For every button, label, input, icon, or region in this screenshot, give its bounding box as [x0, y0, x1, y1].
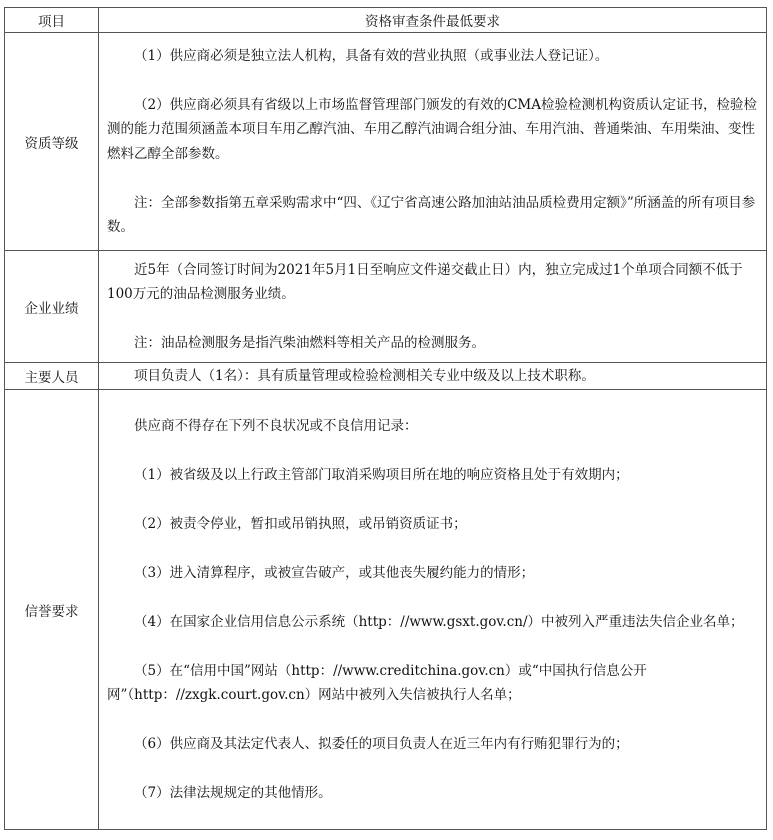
performance-p2: 注：油品检测服务是指汽柴油燃料等相关产品的检测服务。	[134, 335, 485, 351]
credit-item-2: （2）被责令停业，暂扣或吊销执照，或吊销资质证书；	[134, 515, 467, 532]
qualification-p3: 注：全部参数指第五章采购需求中“四、《辽宁省高速公路加油站油品质检费用定额》”所涵盖的所有项目参数。	[107, 194, 756, 235]
row-label-credit: 信誉要求	[5, 390, 99, 830]
row-label-personnel: 主要人员	[5, 363, 99, 390]
table-row	[5, 33, 767, 251]
credit-item-4: （4）在国家企业信用信息公示系统（http：//www.gsxt.gov.cn/）中被列入严重违法失信企业名单；	[134, 613, 744, 630]
credit-intro: 供应商不得存在下列不良状况或不良信用记录：	[134, 417, 418, 434]
credit-item-5: （5）在“信用中国”网站（http：//www.creditchina.gov.cn）或“中国执行信息公开网”（http：//zxgk.court.gov.cn）网站中被列入失信被执行人名单；	[107, 662, 647, 703]
row-content-personnel	[99, 363, 767, 390]
qualification-p2: （2）供应商必须具有省级以上市场监督管理部门颁发的有效的CMA检验检测机构资质认定证书，检验检测的能力范围须涵盖本项目车用乙醇汽油、车用乙醇汽油调合组分油、车用汽油、普通柴油、车用柴油、变性燃料乙醇全部参数。	[107, 96, 757, 162]
credit-item-3: （3）进入清算程序，或被宣告破产，或其他丧失履约能力的情形；	[134, 564, 535, 581]
row-content-performance	[99, 251, 767, 363]
row-label-qualification: 资质等级	[5, 33, 99, 251]
row-content-qualification	[99, 33, 767, 251]
header-requirements: 资格审查条件最低要求	[99, 8, 767, 33]
row-label-performance: 企业业绩	[5, 251, 99, 363]
table-row	[5, 251, 767, 363]
table-row	[5, 390, 767, 830]
credit-item-6: （6）供应商及其法定代表人、拟委任的项目负责人在近三年内有行贿犯罪行为的；	[134, 736, 629, 752]
qualification-requirements-table	[4, 7, 767, 830]
qualification-p1: （1）供应商必须是独立法人机构，具备有效的营业执照（或事业法人登记证）。	[134, 47, 609, 64]
header-item: 项目	[5, 8, 99, 33]
table-row	[5, 363, 767, 390]
credit-item-1: （1）被省级及以上行政主管部门取消采购项目所在地的响应资格且处于有效期内；	[134, 466, 629, 483]
credit-item-7: （7）法律法规规定的其他情形。	[134, 785, 332, 801]
personnel-p1: 项目负责人（1名）：具有质量管理或检验检测相关专业中级及以上技术职称。	[134, 367, 595, 384]
performance-p1: 近5年（合同签订时间为2021年5月1日至响应文件递交截止日）内，独立完成过1个单项合同额不低于100万元的油品检测服务业绩。	[107, 261, 743, 302]
row-content-credit	[99, 390, 767, 830]
table-header-row	[5, 8, 767, 33]
